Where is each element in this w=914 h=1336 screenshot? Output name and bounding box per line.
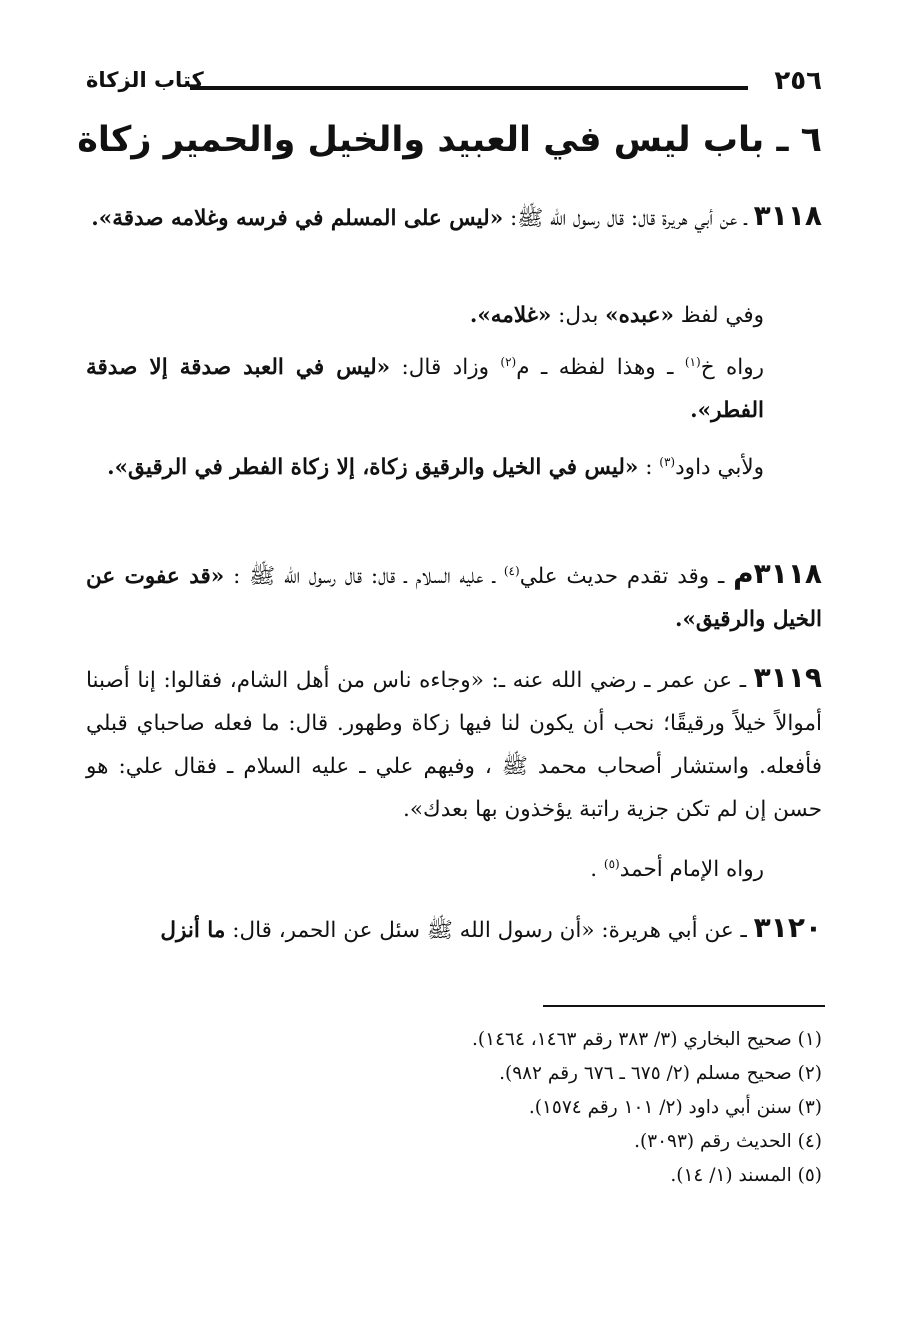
note-text: :	[638, 455, 660, 480]
abu-dawud-note	[86, 446, 764, 489]
note-text: وزاد قال:	[390, 355, 501, 380]
hadith-3120	[86, 906, 822, 952]
note-text: رواه خ	[700, 355, 764, 380]
narration-note	[86, 346, 764, 432]
hadith-number: ٣١١٨	[753, 199, 822, 232]
hadith-3119	[86, 656, 822, 831]
footnote-separator	[543, 1005, 825, 1007]
ahmad-note	[86, 848, 764, 891]
hadith-number: ٣١٢٠	[753, 911, 822, 944]
header-rule	[190, 86, 748, 90]
hadith-number: ٣١١٨م	[733, 557, 823, 590]
footnote-3: (٣) سنن أبي داود (٢/ ١٠١ رقم ١٥٧٤).	[528, 1097, 822, 1118]
footnote-5: (٥) المسند (١/ ١٤).	[670, 1165, 822, 1186]
hadith-text: ـ عن أبي هريرة قال: قال رسول الله ﷺ:	[503, 206, 747, 231]
page-number: ٢٥٦	[774, 66, 822, 96]
hadith-3118	[86, 194, 822, 240]
hadith-number: ٣١١٩	[753, 661, 822, 694]
chapter-title: ٦ ـ باب ليس في العبيد والخيل والحمير زكاة	[77, 120, 822, 160]
book-title: كتاب الزكاة	[86, 68, 204, 92]
note-quote: «غلامه».	[469, 303, 552, 328]
footnote-ref: (١)	[684, 354, 701, 369]
footnote-ref: (٥)	[603, 856, 620, 871]
note-text: ـ وهذا لفظه ـ م	[516, 355, 685, 380]
footnote-2: (٢) صحيح مسلم (٢/ ٦٧٥ ـ ٦٧٦ رقم ٩٨٢).	[499, 1063, 822, 1084]
note-quote: «عبده»	[605, 303, 674, 328]
note-text: وفي لفظ	[673, 303, 764, 328]
footnote-1: (١) صحيح البخاري (٣/ ٣٨٣ رقم ١٤٦٣، ١٤٦٤).	[472, 1029, 822, 1050]
hadith-text: ـ وقد تقدم حديث علي	[519, 564, 734, 589]
hadith-quote: ما أنزل	[160, 918, 226, 943]
note-quote: «ليس في العبد صدقة إلا صدقة الفطر».	[86, 355, 764, 423]
note-text: رواه الإمام أحمد	[619, 857, 764, 882]
variant-note	[86, 294, 764, 337]
footnote-4: (٤) الحديث رقم (٣٠٩٣).	[634, 1131, 822, 1152]
note-quote: «ليس في الخيل والرقيق زكاة، إلا زكاة الفطر في الرقيق».	[107, 455, 639, 480]
footnote-ref: (٤)	[503, 563, 520, 578]
hadith-quote: «قد عفوت عن الخيل والرقيق».	[86, 564, 822, 632]
hadith-text: ـ عن عمر ـ رضي الله عنه ـ: «وجاءه ناس من أهل الشام، فقالوا: إنا أصبنا أموالاً خيلاً ورقيقًا؛ نحب أن يكون لنا فيها زكاة وطهور. قال: ما فعله صاحباي قبلي فأفعله. واستشار أصحاب محمد ﷺ ، وفيهم علي ـ عليه السلام ـ فقال علي: هو حسن إن لم تكن جزية راتبة يؤخذون بها بعدك».	[86, 668, 822, 822]
hadith-text: ـ عليه السلام ـ قال: قال رسول الله ﷺ :	[224, 564, 504, 589]
note-text: .	[590, 857, 604, 882]
hadith-quote: «ليس على المسلم في فرسه وغلامه صدقة».	[91, 206, 504, 231]
footnote-ref: (٣)	[659, 454, 676, 469]
note-text: بدل:	[551, 303, 606, 328]
footnote-ref: (٢)	[500, 354, 517, 369]
note-text: ولأبي داود	[675, 455, 764, 480]
page-header	[86, 62, 822, 102]
hadith-3118m	[86, 552, 822, 641]
hadith-text: ـ عن أبي هريرة: «أن رسول الله ﷺ سئل عن الحمر، قال:	[225, 918, 754, 943]
